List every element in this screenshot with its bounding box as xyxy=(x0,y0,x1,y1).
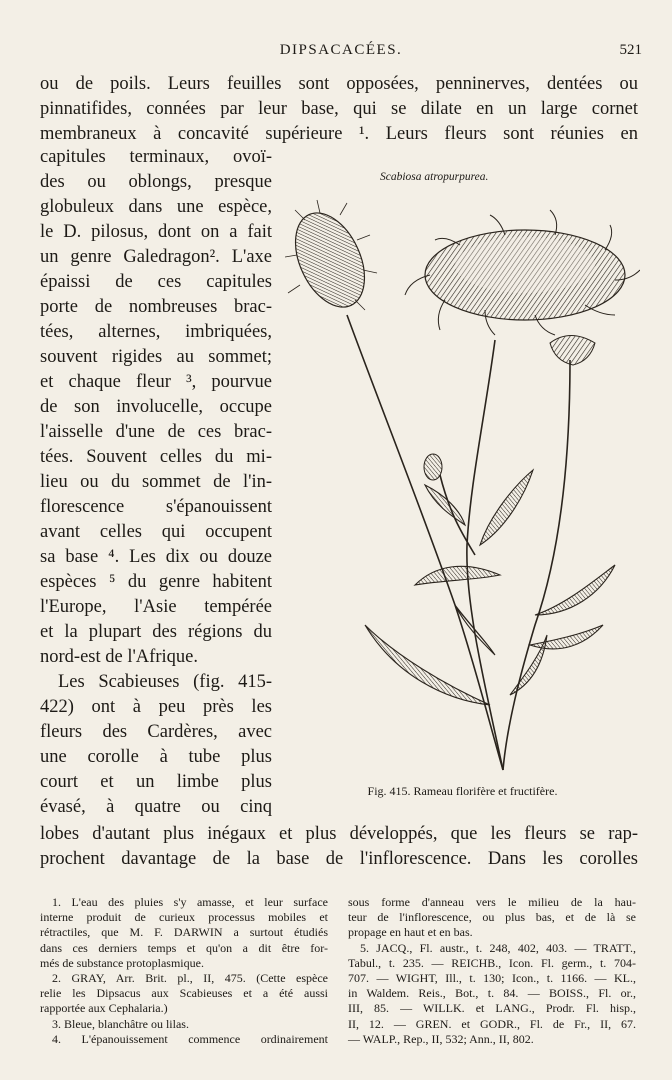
narrow-column-text xyxy=(40,145,272,820)
footnote-line: interne produit de curieux processus mobiles et xyxy=(40,910,328,925)
footnotes-left-column xyxy=(40,895,328,1047)
page-number: 521 xyxy=(619,42,642,58)
paragraph-top xyxy=(40,72,638,147)
footnote-line: teur de l'inflorescence, ou plus bas, et de là se xyxy=(348,910,636,925)
footnote-line: rapportée aux Cephalaria.) xyxy=(40,1001,168,1016)
text-line: Les Scabieuses (fig. 415- xyxy=(58,672,272,692)
text-line: évasé, à quatre ou cinq xyxy=(40,797,272,817)
footnote-line: in Waldem. Reis., Bot., t. 84. — BOISS., Fl. or., xyxy=(348,986,636,1001)
text-line: florescence s'épanouissent xyxy=(40,497,272,517)
text-line: et la plupart des régions du xyxy=(40,622,272,642)
footnote-line: II, 12. — GREN. et GODR., Fl. de Fr., II, 67. xyxy=(348,1016,636,1031)
text-line: globuleux dans une espèce, xyxy=(40,197,272,217)
footnote-line: rétractiles, que M. F. DARWIN a surtout étudiés xyxy=(40,925,328,940)
fruit-head xyxy=(285,200,378,318)
text-line: épaissi de ces capitules xyxy=(40,272,272,292)
footnote-line: 707. — WIGHT, Ill., t. 130; Icon., t. 1166. — KL., xyxy=(348,970,636,985)
text-line: tées, alternes, imbriquées, xyxy=(40,322,272,342)
footnote-line: 1. L'eau des pluies s'y amasse, et leur surface xyxy=(52,895,328,909)
footnotes xyxy=(40,895,638,1055)
text-line: avant celles qui occupent xyxy=(40,522,272,542)
text-line: l'Europe, l'Asie tempérée xyxy=(40,597,272,617)
text-line: prochent davantage de la base de l'inflorescence. Dans les corolles xyxy=(40,849,638,869)
footnote-line: — WALP., Rep., II, 532; Ann., II, 802. xyxy=(348,1031,534,1046)
footnote-line: Tabul., t. 235. — REICHB., Icon. Fl. germ., t. 704- xyxy=(348,955,636,970)
text-line: 422) ont à peu près les xyxy=(40,697,272,717)
flower-head-large xyxy=(405,210,640,335)
text-line: fleurs des Cardères, avec xyxy=(40,722,272,742)
text-line: le D. pilosus, dont on a fait xyxy=(40,222,272,242)
text-line: pinnatifides, connées par leur base, qui se dilate en un large cornet xyxy=(40,99,638,119)
footnote-line: dans ces derniers temps et qu'on a dit être for- xyxy=(40,940,328,955)
text-line: capitules terminaux, ovoï- xyxy=(40,147,272,167)
text-line: espèces ⁵ du genre habitent xyxy=(40,572,272,592)
text-line: sa base ⁴. Les dix ou douze xyxy=(40,547,272,567)
text-line: des ou oblongs, presque xyxy=(40,172,272,192)
footnote-line: III, 85. — WILLK. et LANG., Prodr. Fl. hisp., xyxy=(348,1001,636,1016)
paragraph-bottom xyxy=(40,822,638,872)
footnote-line: més de substance protoplasmique. xyxy=(40,955,204,970)
figure-species-label: Scabiosa atropurpurea. xyxy=(380,171,489,183)
flower-bud-right xyxy=(550,336,595,366)
scabiosa-illustration xyxy=(285,185,640,780)
leaves xyxy=(365,470,615,705)
text-line: lobes d'autant plus inégaux et plus développés, que les fleurs se rap- xyxy=(40,824,638,844)
text-line: ou de poils. Leurs feuilles sont opposées, penninerves, dentées ou xyxy=(40,74,638,94)
running-head xyxy=(40,42,642,64)
footnote-line: 3. Bleue, blanchâtre ou lilas. xyxy=(52,1016,189,1031)
text-line: une corolle à tube plus xyxy=(40,747,272,767)
flower-bud-small xyxy=(424,454,442,480)
text-line: porte de nombreuses brac- xyxy=(40,297,272,317)
text-line: court et un limbe plus xyxy=(40,772,272,792)
running-title: DIPSACACÉES. xyxy=(279,42,403,58)
text-line: souvent rigides au sommet; xyxy=(40,347,272,367)
figure-415 xyxy=(285,165,640,805)
figure-caption: Fig. 415. Rameau florifère et fructifère. xyxy=(367,784,558,798)
footnote-line: sous forme d'anneau vers le milieu de la hau- xyxy=(348,895,636,909)
text-line: nord-est de l'Afrique. xyxy=(40,647,198,667)
text-line: lieu ou du sommet de l'in- xyxy=(40,472,272,492)
footnote-line: 2. GRAY, Arr. Brit. pl., II, 475. (Cette espèce xyxy=(52,970,328,985)
text-line: et chaque fleur ³, pourvue xyxy=(40,372,272,392)
footnote-line: 5. JACQ., Fl. austr., t. 248, 402, 403. — TRATT., xyxy=(360,940,636,955)
footnote-line: relie les Dipsacus aux Scabieuses et a été aussi xyxy=(40,986,328,1001)
footnote-line: propage en haut et en bas. xyxy=(348,925,473,940)
text-line: tées. Souvent celles du mi- xyxy=(40,447,272,467)
footnotes-right-column xyxy=(348,895,636,1047)
text-line: l'aisselle d'une de ces brac- xyxy=(40,422,272,442)
text-line: membraneux à concavité supérieure ¹. Leurs fleurs sont réunies en xyxy=(40,124,638,144)
text-line: un genre Galedragon². L'axe xyxy=(40,247,272,267)
footnote-line: 4. L'épanouissement commence ordinairement xyxy=(52,1031,328,1046)
text-line: de son involucelle, occupe xyxy=(40,397,272,417)
